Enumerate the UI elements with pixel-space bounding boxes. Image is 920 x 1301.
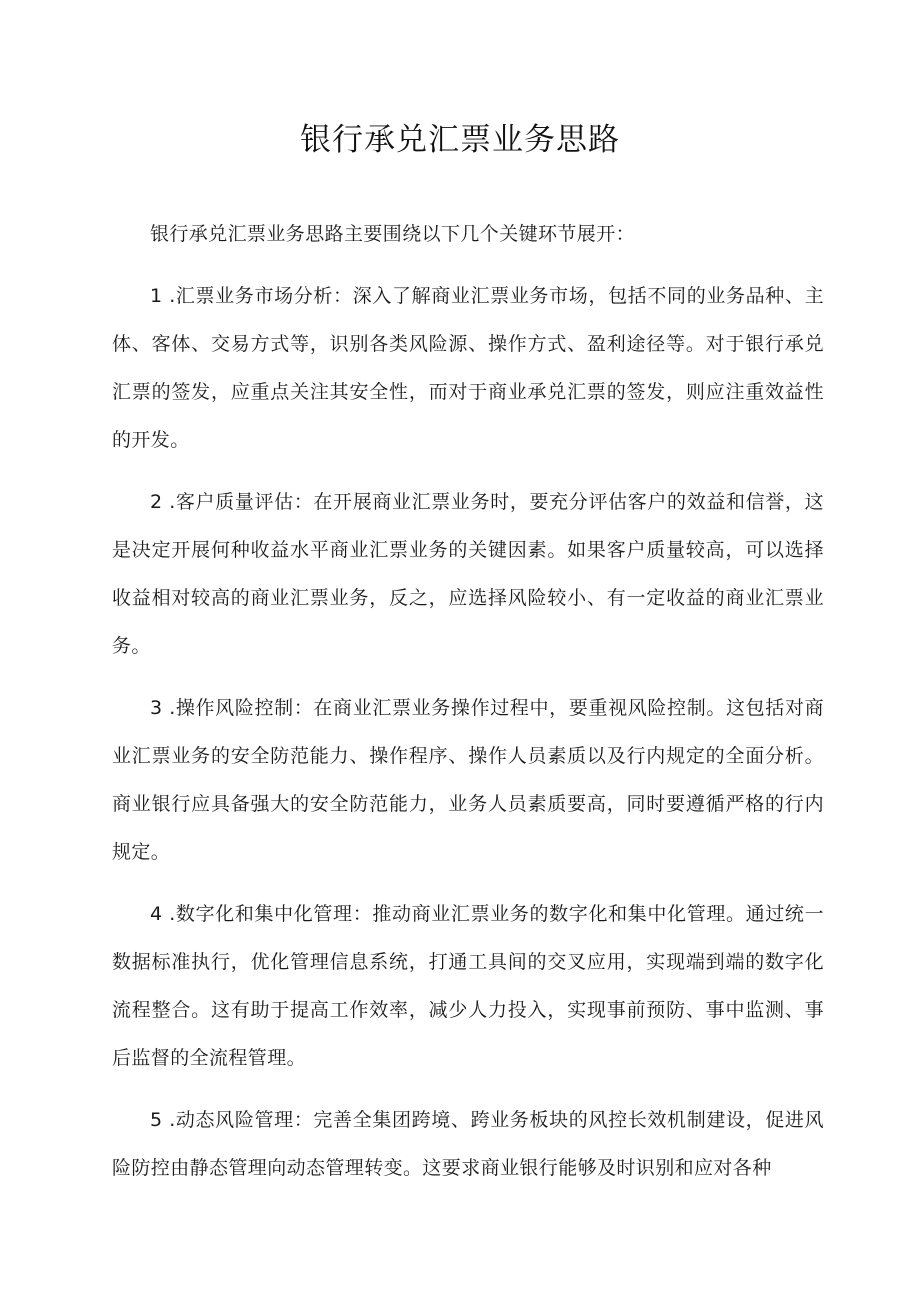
document-body [112, 210, 824, 1206]
intro-paragraph: 银行承兑汇票业务思路主要围绕以下几个关键环节展开： [150, 223, 636, 245]
section-number: 3 [150, 697, 163, 719]
section-paragraph-3 [112, 684, 824, 876]
document-title: 银行承兑汇票业务思路 [300, 122, 620, 158]
section-text: .数字化和集中化管理：推动商业汇票业务的数字化和集中化管理。通过统一数据标准执行，优化管理信息系统，打通工具间的交叉应用，实现端到端的数字化流程整合。这有助于提高工作效率，减少人力投入，实现事前预防、事中监测、事后监督的全流程管理。 [112, 903, 824, 1069]
section-paragraph-2 [112, 478, 824, 670]
section-text: .客户质量评估：在开展商业汇票业务时，要充分评估客户的效益和信誉，这是决定开展何种收益水平商业汇票业务的关键因素。如果客户质量较高，可以选择收益相对较高的商业汇票业务，反之，应选择风险较小、有一定收益的商业汇票业务。 [112, 491, 824, 657]
section-number: 2 [150, 491, 163, 513]
section-text: .操作风险控制：在商业汇票业务操作过程中，要重视风险控制。这包括对商业汇票业务的安全防范能力、操作程序、操作人员素质以及行内规定的全面分析。商业银行应具备强大的安全防范能力，业务人员素质要高，同时要遵循严格的行内规定。 [112, 697, 824, 863]
section-paragraph-4 [112, 890, 824, 1082]
section-text: .汇票业务市场分析：深入了解商业汇票业务市场，包括不同的业务品种、主体、客体、交易方式等，识别各类风险源、操作方式、盈利途径等。对于银行承兑汇票的签发，应重点关注其安全性，而对于商业承兑汇票的签发，则应注重效益性的开发。 [112, 285, 824, 451]
section-number: 1 [150, 285, 163, 307]
section-paragraph-5 [112, 1096, 824, 1192]
section-paragraph-1 [112, 272, 824, 464]
section-number: 5 [150, 1109, 163, 1131]
section-text: .动态风险管理：完善全集团跨境、跨业务板块的风控长效机制建设，促进风险防控由静态管理向动态管理转变。这要求商业银行能够及时识别和应对各种 [112, 1109, 824, 1179]
section-number: 4 [150, 903, 163, 925]
